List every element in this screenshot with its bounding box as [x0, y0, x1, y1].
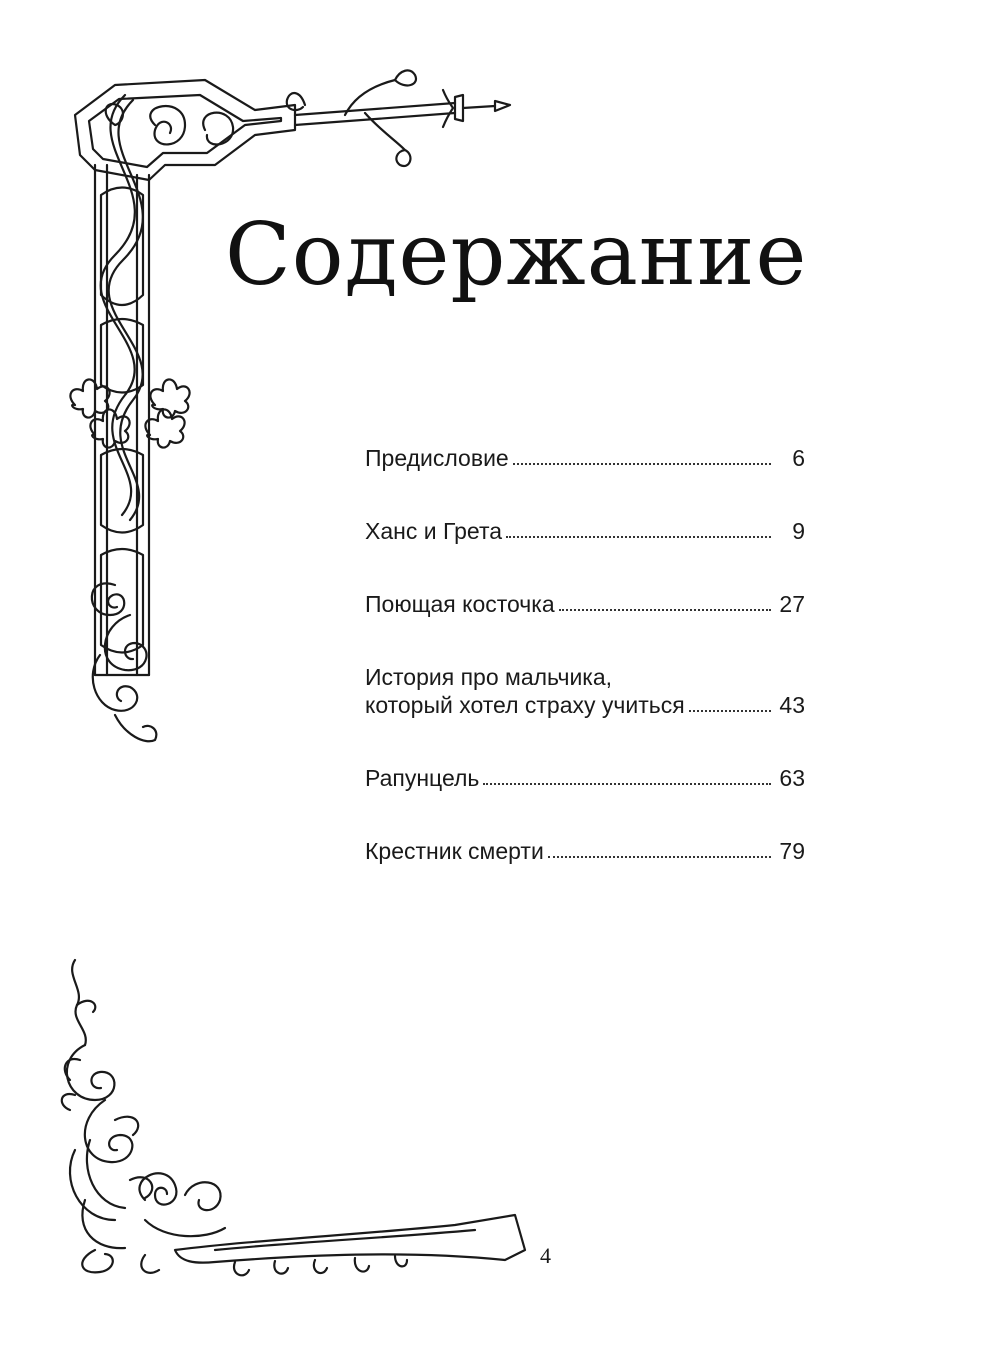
toc-page-number: 79: [779, 838, 805, 864]
toc-entry[interactable]: [365, 663, 805, 719]
toc-entry[interactable]: [365, 517, 805, 545]
toc-entry-title: Ханс и Грета: [365, 518, 503, 544]
dot-leader: [483, 783, 771, 785]
dot-leader: [689, 710, 771, 712]
toc-entry-title: Рапунцель: [365, 765, 480, 791]
toc-entry-title: Поющая косточка: [365, 591, 555, 617]
toc-page-number: 6: [792, 445, 805, 471]
toc-entry[interactable]: [365, 590, 805, 618]
toc-entry-title: История про мальчика, который хотел страху учиться: [365, 664, 685, 718]
dot-leader: [506, 536, 771, 538]
page-title: Содержание: [225, 205, 808, 305]
acanthus-scroll-corner-icon: [55, 950, 535, 1280]
toc-page-number: 9: [792, 518, 805, 544]
toc-page-number: 43: [779, 692, 805, 718]
dot-leader: [559, 609, 771, 611]
toc-entry[interactable]: [365, 444, 805, 472]
page-number: 4: [540, 1243, 551, 1268]
table-of-contents: [365, 444, 805, 910]
toc-entry[interactable]: [365, 764, 805, 792]
dot-leader: [513, 463, 771, 465]
toc-page-number: 63: [779, 765, 805, 791]
toc-entry-title: Предисловие: [365, 445, 509, 471]
toc-entry-title: Крестник смерти: [365, 838, 544, 864]
toc-page-number: 27: [779, 591, 805, 617]
toc-entry[interactable]: [365, 837, 805, 865]
dot-leader: [548, 856, 771, 858]
